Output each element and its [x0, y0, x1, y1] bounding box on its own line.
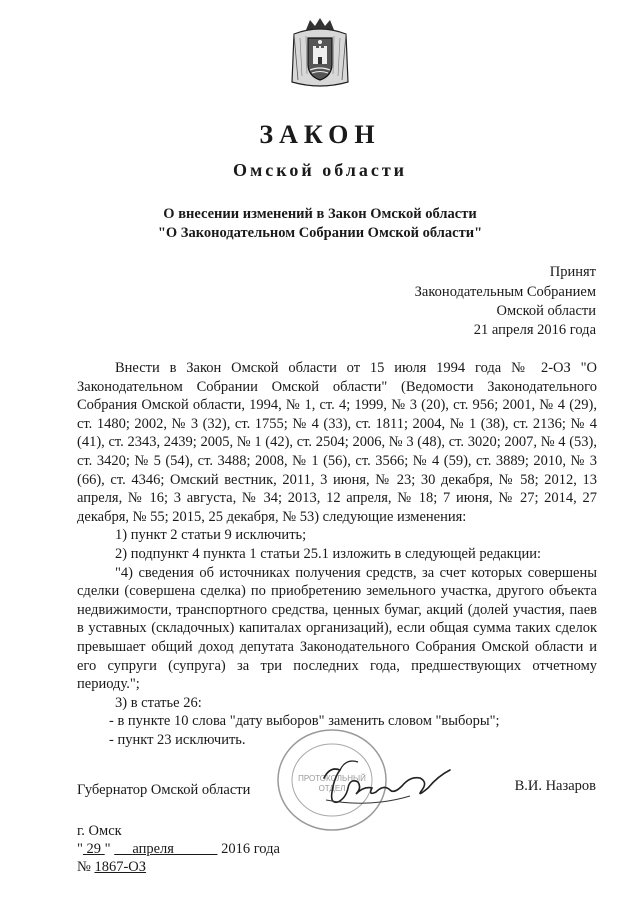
adopted-line-3: Омской области	[496, 303, 596, 319]
amendment-quote: "4) сведения об источниках получения средств, за счет которых совершены сделки (совершена сделка) по приобретению земельного участка, другого объекта недвижимости, транспортного средства, ценных бумаг, акций (долей участия, паев в уставных (складочных) капиталах организаций), если общая сумма таких сделок превышает общий доход депутата Законодательного Собрания Омской области и его супруги (супруга) за три последних года, предшествующих отчетному периоду.";	[77, 564, 597, 693]
date-day: 29	[86, 841, 102, 857]
amendment-item-3b: - пункт 23 исключить.	[109, 731, 246, 748]
city: г. Омск	[77, 823, 122, 839]
amendment-item-3a: - в пункте 10 слова "дату выборов" заменить словом "выборы";	[109, 713, 500, 730]
date-quote-open: "	[77, 841, 83, 857]
adopted-date: 21 апреля 2016 года	[473, 322, 596, 338]
law-body	[77, 359, 597, 749]
law-number	[77, 859, 146, 876]
omsk-coat-of-arms-icon	[288, 16, 352, 90]
amendment-item-2: 2) подпункт 4 пункта 1 статьи 25.1 изложить в следующей редакции:	[115, 545, 542, 562]
page-subtitle: Омской области	[232, 160, 408, 180]
amendment-item-3: 3) в статье 26:	[115, 694, 202, 711]
adopted-line-2: Законодательным Собранием	[414, 284, 596, 300]
governor-label: Губернатор Омской области	[77, 782, 251, 798]
svg-text:ОТДЕЛ: ОТДЕЛ	[318, 784, 346, 793]
governor-signature	[310, 748, 460, 818]
svg-text:ПРОТОКОЛЬНЫЙ: ПРОТОКОЛЬНЫЙ	[298, 774, 366, 783]
date-year: 2016 года	[221, 841, 280, 857]
date-quote-close: "	[104, 841, 111, 857]
amendment-item-1: 1) пункт 2 статьи 9 исключить;	[115, 527, 307, 544]
adopted-line-1: Принят	[549, 264, 596, 280]
law-heading-line-2: "О Законодательном Собрании Омской области"	[157, 225, 483, 241]
governor-name: В.И. Назаров	[514, 778, 596, 794]
signing-date	[77, 841, 280, 858]
body-intro: Внести в Закон Омской области от 15 июля 1994 года № 2-ОЗ "О Законодательном Собрании Омской области" (Ведомости Законодательного Собрания Омской области, 1994, № 1, ст. 4; 1999, № 3 (20), ст. 956; 2001, № 4 (29), ст. 1480; 2002, № 3 (32), ст. 1755; № 4 (33), ст. 1811; 2004, № 1 (38), ст. 2136; № 4 (41), ст. 2343, 2439; 2005, № 1 (42), ст. 2504; 2006, № 3 (48), ст. 3020; 2007, № 4 (53), ст. 3420; № 5 (54), ст. 3488; 2008, № 1 (56), ст. 3566; № 4 (59), ст. 3889; 2010, № 3 (66), ст. 4346; Омский вестник, 2011, 3 июня, № 23; 30 декабря, № 58; 2012, 13 апреля, № 16; 3 августа, № 34; 2013, 12 апреля, № 18; 7 июня, № 27; 2014, 27 декабря, № 55; 2015, 25 декабря, № 53) следующие изменения:	[77, 360, 597, 525]
law-number-value: 1867-ОЗ	[94, 859, 147, 875]
law-number-prefix: №	[77, 859, 91, 875]
page-title: ЗАКОН	[259, 120, 381, 149]
date-month: апреля	[132, 841, 174, 857]
law-heading-line-1: О внесении изменений в Закон Омской области	[163, 206, 477, 222]
